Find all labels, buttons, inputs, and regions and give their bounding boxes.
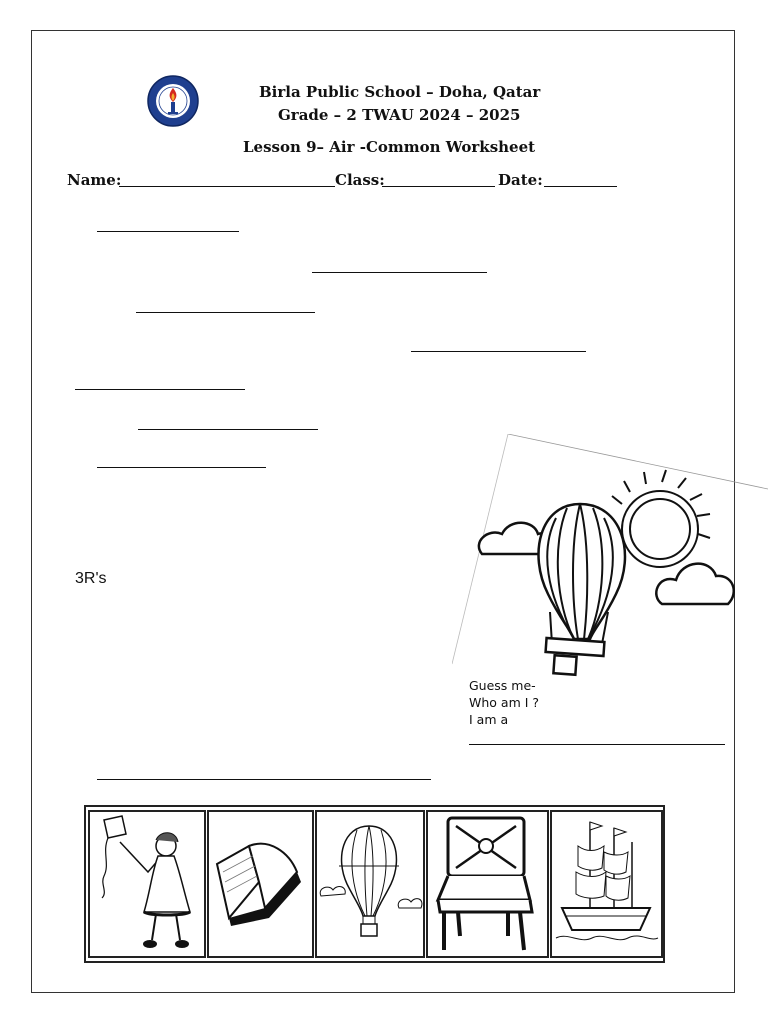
date-blank[interactable] <box>544 186 617 187</box>
guess-line-2: Who am I ? <box>469 695 540 710</box>
lesson-title: Lesson 9– Air -Common Worksheet <box>243 138 536 156</box>
chair-icon <box>428 812 547 956</box>
school-logo <box>146 74 200 128</box>
answer-blank[interactable] <box>97 467 266 468</box>
picture-cell-book <box>207 810 314 958</box>
name-blank[interactable] <box>119 186 335 187</box>
picture-cell-chair <box>426 810 549 958</box>
class-label: Class: <box>335 171 385 189</box>
section-3rs-label: 3R's <box>75 570 107 587</box>
answer-blank[interactable] <box>97 231 239 232</box>
answer-blank[interactable] <box>97 779 431 780</box>
answer-blank[interactable] <box>75 389 245 390</box>
sailing-ship-icon <box>552 812 661 956</box>
class-blank[interactable] <box>382 186 495 187</box>
guess-me-text <box>469 677 539 728</box>
guess-line-3: I am a <box>469 712 509 727</box>
picture-cell-kite-girl <box>88 810 206 958</box>
hot-air-balloon-icon <box>317 812 423 956</box>
school-name: Birla Public School – Doha, Qatar <box>259 83 541 101</box>
date-label: Date: <box>498 171 543 189</box>
answer-blank[interactable] <box>312 272 487 273</box>
picture-cell-balloon <box>315 810 425 958</box>
school-emblem-icon <box>146 74 200 128</box>
picture-cell-ship <box>550 810 663 958</box>
name-label: Name: <box>67 171 122 189</box>
answer-blank[interactable] <box>411 351 586 352</box>
open-book-icon <box>209 812 312 956</box>
answer-blank[interactable] <box>138 429 318 430</box>
girl-flying-kite-icon <box>90 812 204 956</box>
answer-blank[interactable] <box>136 312 315 313</box>
picture-strip <box>84 805 665 963</box>
guess-line-1: Guess me- <box>469 678 536 693</box>
grade-year: Grade – 2 TWAU 2024 – 2025 <box>278 106 521 124</box>
guess-answer-blank[interactable] <box>469 744 725 745</box>
